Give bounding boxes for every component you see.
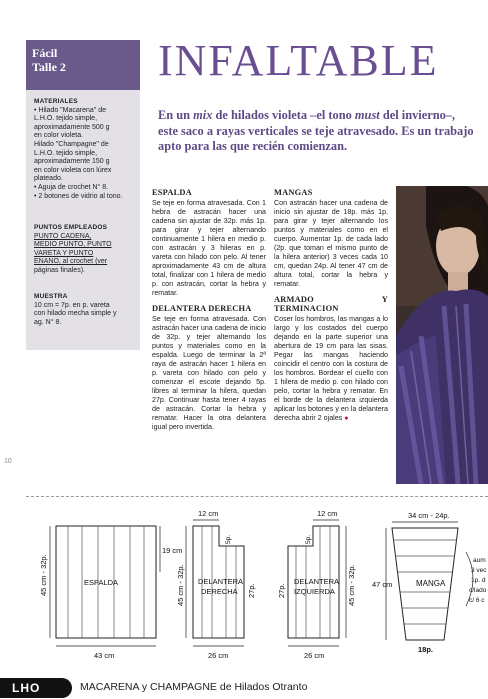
diagram-der-label2: DERECHA (201, 587, 238, 596)
model-photo-illustration (396, 186, 488, 484)
diagram-espalda (39, 526, 182, 660)
material-line: Hilado "Champagne" de (34, 140, 109, 148)
diagram-der-width: 26 cm (208, 651, 229, 660)
material-line: en color violeta. (34, 132, 84, 140)
model-photo (396, 186, 488, 484)
brand-logo: LHO (0, 678, 72, 698)
section-title-mangas: MANGAS (274, 188, 313, 197)
diagram-der-top: 12 cm (198, 509, 219, 518)
diagram-delantera-izquierda (277, 509, 356, 660)
diagram-manga-label: MANGA (416, 579, 446, 588)
footer-credit (80, 681, 307, 693)
intro-emphasis: must (354, 108, 380, 122)
materials-title: MATERIALES (34, 98, 78, 105)
stitch-line (34, 258, 138, 267)
armado-text: Coser los hombros, las mangas a lo largo y los costados del cuerpo dejando en la parte superior una abertura de 19 cm para las sisas. Pegar las mangas haciendo coincidir el centro con la costura de los hombros. Bordear el cuello con 1 hilera de medio p. con hilado con pelo, cortar la hebra y rematar. En el borde de la delantera izquierda aplicar los botones y en la delantera derecha abrir 2 ojales (274, 315, 388, 422)
material-line: • 2 botones de vidrio al tono. (34, 192, 123, 200)
page-number: 10 (4, 458, 12, 465)
intro-paragraph (158, 108, 476, 155)
diagram-espalda-sisa: 19 cm (162, 546, 183, 555)
diagram-manga-note: aum (473, 557, 486, 564)
section-text-delantera: Se teje en forma atravesada. Con astracán hacer una cadena de inicio de 32p. y tejer alternando los puntos y materiales como en la espalda. Luego de terminar la 2ª raya de astracán hacer 1 hilera en p. vareta con hilado con pelo y comenzar el escote dejando 5p. libres al terminar la hilera, quedan 27p. Continuar hasta tener 4 rayas de astracán. Cortar la hebra y rematar. Hacer la otra delantera igual pero invertida. (152, 315, 266, 431)
material-line: L.H.O. tejido simple, (34, 149, 98, 157)
column-left (152, 188, 266, 438)
diagram-izq-label1: DELANTERA (294, 577, 340, 586)
diagram-izq-notch: 5p. (305, 534, 312, 544)
section-title-espalda: ESPALDA (152, 188, 192, 197)
material-line: • Aguja de crochet N° 8. (34, 183, 109, 191)
intro-text: de hilados violeta –el tono (212, 108, 355, 122)
diagram-der-inner: 27p. (247, 583, 256, 598)
gauge-line: 10 cm = 7p. en p. vareta (34, 301, 110, 309)
intro-text: En un (158, 108, 194, 122)
diagram-espalda-height: 45 cm - 32p. (39, 554, 48, 596)
section-text-armado (274, 315, 388, 423)
diagram-manga-note: c/lado (469, 587, 487, 594)
section-title-armado: ARMADO Y TERMINACION (274, 295, 388, 313)
difficulty-box (26, 40, 140, 90)
diagram-espalda-width: 43 cm (94, 651, 115, 660)
section-text-espalda: Se teje en forma atravesada. Con 1 hebra de astracán hacer una cadena sin ajustar de 32p. más 1p. para girar y tejer alternando continuamente 1 hilera en medio p. con astracán y 3 hileras en p. vareta con hilado con pelo. Al tener aproximadamente 43 cm de altura total, finalizar con 1 hilera de medio p. con astracán, cortar la hebra y rematar. (152, 199, 266, 297)
page-title: INFALTABLE (158, 36, 439, 85)
diagram-espalda-label: ESPALDA (84, 578, 119, 587)
intro-emphasis: mix (193, 108, 213, 122)
diagram-izq-inner: 27p. (277, 583, 286, 598)
stitches-block (34, 224, 138, 276)
end-mark-icon: ● (344, 415, 349, 422)
footer-text: y (138, 681, 151, 693)
stitch-line: páginas finales). (34, 266, 85, 274)
diagram-der-label1: DELANTERA (198, 577, 244, 586)
diagram-izq-top: 12 cm (317, 509, 338, 518)
material-line: en color violeta con lúrex (34, 166, 112, 174)
diagram-manga-note: 3 vec (471, 567, 487, 574)
diagram-manga (372, 511, 487, 654)
diagram-manga-bottom: 18p. (418, 645, 434, 654)
stitches-title: PUNTOS EMPLEADOS (34, 224, 108, 231)
diagram-izq-label2: IZQUIERDA (294, 587, 335, 596)
pattern-diagrams (26, 500, 488, 672)
material-line: • Hilado "Macarena" de (34, 106, 107, 114)
diagram-delantera-derecha (176, 509, 256, 660)
footer-brand: MACARENA (80, 681, 139, 693)
diagram-izq-width: 26 cm (304, 651, 325, 660)
difficulty-label: Fácil (32, 46, 58, 60)
material-line: L.H.O. tejido simple, (34, 115, 98, 123)
materials-block (34, 98, 138, 201)
section-title-delantera: DELANTERA DERECHA (152, 304, 252, 313)
gauge-block (34, 293, 138, 327)
gauge-title: MUESTRA (34, 293, 68, 300)
footer-text: de Hilados Otranto (216, 681, 308, 693)
diagram-manga-height: 47 cm (372, 580, 393, 589)
stitch-text: ENANO, al crochet (ver (34, 258, 108, 266)
diagram-manga-note: 1p. d (471, 577, 486, 584)
footer-brand: CHAMPAGNE (150, 681, 217, 693)
material-line: aproximadamente 150 g (34, 158, 110, 166)
stitch-line: VARETA Y PUNTO (34, 249, 94, 257)
diagram-manga-top: 34 cm - 24p. (408, 511, 450, 520)
diagram-manga-note: c/ 6 c (469, 597, 485, 604)
gauge-line: con hilado mecha simple y (34, 310, 117, 318)
stitch-line: MEDIO PUNTO, PUNTO (34, 241, 112, 249)
diagram-separator (26, 496, 488, 497)
column-right (274, 188, 388, 429)
size-label: Talle 2 (32, 60, 66, 74)
stitch-line: PUNTO CADENA, (34, 232, 92, 240)
material-line: aproximadamente 500 g (34, 123, 110, 131)
diagram-izq-height: 45 cm - 32p. (347, 564, 356, 606)
diagram-der-height: 45 cm - 32p. (176, 564, 185, 606)
diagram-der-notch: 5p. (225, 534, 232, 544)
material-line: plateado. (34, 175, 63, 183)
section-text-mangas: Con astracán hacer una cadena de inicio sin ajustar de 18p. más 1p. para girar y tejer alternando los puntos y materiales como en el cuerpo. Aumentar 1p. de cada lado (2p. que toman el mismo punto de la hilera anterior) 3 veces cada 10 cm, quedan 24p. Al tener 47 cm de altura total, cortar la hebra y rematar. (274, 199, 388, 288)
intro-text: del invierno–, este saco a rayas verticales se teje atravesado. Es un trabajo apto para las que recién comienzan. (158, 108, 474, 154)
gauge-line: ag. N° 8. (34, 318, 62, 326)
